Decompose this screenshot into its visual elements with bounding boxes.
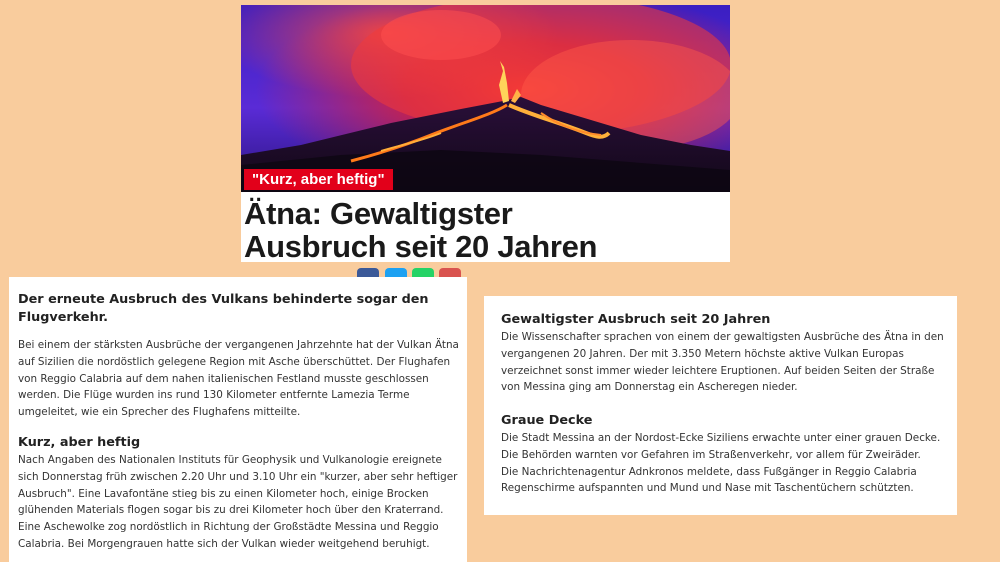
- text-line: glühenden Materials flogen sogar bis zu drei Kilometer hoch über den Kraterrand.: [18, 504, 444, 517]
- headline[interactable]: [244, 197, 726, 262]
- article-paragraph: [501, 430, 940, 497]
- text-line: Regenschirme aufspannten und Mund und Nase mit Taschentüchern schützten.: [501, 482, 914, 495]
- article-paragraph: [501, 329, 944, 396]
- hero-card[interactable]: [241, 5, 730, 262]
- article-card-left: [9, 277, 467, 562]
- section-heading: Gewaltigster Ausbruch seit 20 Jahren: [501, 312, 771, 327]
- text-line: vergangenen 20 Jahren. Der mit 3.350 Metern höchste aktive Vulkan Europas: [501, 347, 904, 360]
- text-line: auf Sizilien die nordöstlich gelegene Region mit Asche überschüttet. Der Flughafen: [18, 355, 451, 368]
- text-line: Die Nachrichtenagentur Adnkronos meldete, dass Fußgänger in Reggio Calabria: [501, 465, 917, 478]
- text-line: Calabria. Bei Morgengrauen hatte sich der Vulkan wieder weitgehend beruhigt.: [18, 537, 430, 550]
- volcano-image[interactable]: [241, 5, 730, 192]
- text-line: Bei einem der stärksten Ausbrüche der vergangenen Jahrzehnte hat der Vulkan Ätna: [18, 339, 459, 351]
- text-line: von Reggio Calabria auf dem nahen italienischen Festland musste geschlossen: [18, 372, 429, 385]
- text-line: verzeichnet sonst immer wieder leichtere Eruptionen. Auf beiden Seiten der Straße: [501, 364, 935, 377]
- headline-line: Ätna: Gewaltigster: [244, 196, 513, 231]
- text-line: sich Donnerstag früh zwischen 2.20 Uhr und 3.10 Uhr ein "kurzer, aber sehr heftiger: [18, 470, 458, 483]
- intro-line: Der erneute Ausbruch des Vulkans behinderte sogar den: [18, 292, 429, 307]
- text-line: Nach Angaben des Nationalen Instituts für Geophysik und Vulkanologie ereignete: [18, 454, 442, 466]
- text-line: Die Behörden warnten vor Gefahren im Straßenverkehr, vor allem für Zweiräder.: [501, 448, 921, 461]
- headline-line: Ausbruch seit 20 Jahren: [244, 229, 598, 262]
- text-line: Die Stadt Messina an der Nordost-Ecke Siziliens erwachte unter einer grauen Decke.: [501, 432, 941, 444]
- text-line: Ausbruch". Eine Lavafontäne stieg bis zu einen Kilometer hoch, einige Brocken: [18, 487, 429, 500]
- text-line: umgeleitet, wie ein Sprecher des Flughafens mitteilte.: [18, 406, 301, 419]
- volcano-illustration: [241, 5, 730, 192]
- intro-line: Flugverkehr.: [18, 310, 109, 325]
- text-line: werden. Die Flüge wurden ins rund 130 Kilometer entfernte Lamezia Terme: [18, 389, 410, 402]
- section-heading: Graue Decke: [501, 413, 593, 428]
- text-line: Die Wissenschafter sprachen von einem der gewaltigsten Ausbrüche des Ätna in den: [501, 331, 944, 343]
- article-paragraph: [18, 452, 457, 553]
- article-intro: [18, 291, 448, 327]
- section-heading: Kurz, aber heftig: [18, 435, 141, 450]
- article-card-right: [484, 296, 957, 515]
- text-line: von Messina ging am Donnerstag ein Ascheregen nieder.: [501, 381, 798, 394]
- kicker-label: "Kurz, aber heftig": [244, 169, 393, 190]
- text-line: Eine Aschewolke zog nordöstlich in Richtung der Großstädte Messina und Reggio: [18, 521, 439, 534]
- article-paragraph: [18, 337, 459, 421]
